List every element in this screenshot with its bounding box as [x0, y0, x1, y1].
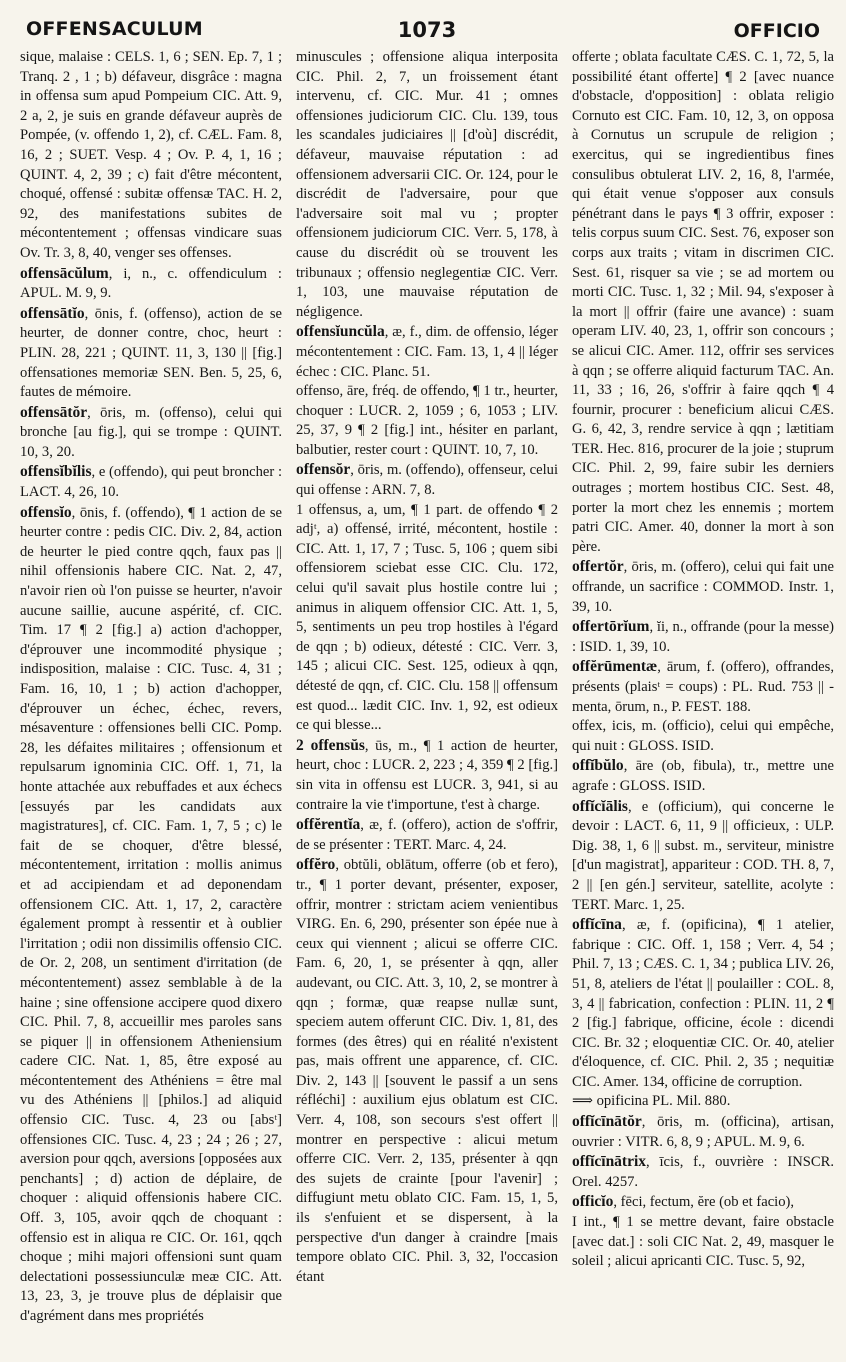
headword: offertŏr [572, 558, 624, 576]
headword: offensātĭo [20, 304, 85, 322]
dictionary-entry: offex, icis, m. (officio), celui qui empêche, qui nuit : GLOSS. ISID. [572, 718, 834, 754]
headword: offensācŭlum [20, 264, 109, 282]
dictionary-entry: offenso, āre, fréq. de offendo, ¶ 1 tr., heurter, choquer : LUCR. 2, 1059 ; 6, 1053 ; LIV. 25, 37, 9 ¶ 2 [fig.] int., hésiter en parlant, balbutier, rester court : QUINT. 10, 7, 10. [296, 383, 558, 458]
dictionary-entry: offĭcĭālis, e (officium), qui concerne le devoir : LACT. 6, 11, 9 || officieux, : ULP. Dig. 38, 1, 6 || subst. m., serviteur, ministre [d'un magistrat], appariteur : COD. TH. 8, 7, 2 || [en gén.] serviteur, satellite, acolyte : TERT. Marc. 1, 25. [572, 797, 834, 913]
dictionary-entry: sique, malaise : CELS. 1, 6 ; SEN. Ep. 7, 1 ; Tranq. 2 , 1 ; b) défaveur, disgrâce : magna in offensa sum apud Pompeium CIC. Att. 9, 2 a, 2, je suis en grande défaveur auprès de Pompée, (v. offendo 1, 2), cf. CÆL. Fam. 8, 16, 2 ; SUET. Vesp. 4 ; Ov. P. 4, 1, 16 ; QUINT. 4, 2, 39 ; c) fait d'être mécontent, choqué, offensé : subitæ offensæ TAC. H. 2, 92, des manifestations subites de mécontentement ; offensas vindicare suas Ov. Tr. 3, 8, 40, venger ses offenses. [20, 49, 282, 261]
dictionary-entry: offĕrentĭa, æ, f. (offero), action de s'offrir, de se présenter : TERT. Marc. 4, 24. [296, 816, 558, 853]
headword: offĭcĭālis [572, 797, 628, 815]
text-columns [20, 48, 834, 1358]
headword: offĭcīna [572, 916, 622, 934]
dictionary-entry: offensŏr, ōris, m. (offendo), offenseur, celui qui offense : ARN. 7, 8. [296, 461, 558, 499]
headword: offensĭbĭlis [20, 463, 92, 481]
dictionary-entry: 1 offensus, a, um, ¶ 1 part. de offendo ¶ 2 adjᵗ, a) offensé, irrité, mécontent, hostile : CIC. Att. 1, 17, 7 ; Tusc. 5, 106 ; quem sibi offensiorem sciebat esse CIC. Clu. 172, celui qu'il savait plus hostile contre lui ; animus in aliquem offensior CIC. Att. 1, 5, 5, sentiments un peu trop hostiles à l'égard de qqn ; b) odieux, détesté : CIC. Verr. 3, 145 ; alicui CIC. Sest. 125, odieux à qqn, détesté de qqn, cf. CIC. Clu. 158 || offensum est quod... lædit CIC. Inv. 1, 92, est odieux ce qui blesse... [296, 501, 558, 734]
dictionary-entry: minuscules ; offensione aliqua interposita CIC. Phil. 2, 7, un froissement étant intervenu, cf. CIC. Mur. 41 ; omnes offensiones judiciorum CIC. Clu. 139, tous les scandales judiciaires || [d'où] discrédit, défaveur, mauvaise réputation : ad offensionem adversarii CIC. Or. 124, pour le discrédit de l'adversaire, pour que l'adversaire soit mal vu ; propter offensionem judiciorum CIC. Verr. 5, 178, à cause du discrédit où se trouvent les tribunaux ; offensio neglegentiæ CIC. Verr. 1, 103, une mauvaise réputation de négligence. [296, 49, 558, 320]
dictionary-entry: offensĭo, ōnis, f. (offendo), ¶ 1 action de se heurter contre : pedis CIC. Div. 2, 84, action de heurter le pied contre qqch, faux pas || nihil offensionis habere CIC. Nat. 2, 47, n'avoir rien où l'on puisse se heurter, n'avoir aucune saillie, aucune aspérité, cf. CIC. Tim. 17 ¶ 2 [fig.] a) action d'achopper, d'éprouver une incommodité physique ; indisposition, malaise : CIC. Tusc. 4, 31 ; Fam. 16, 10, 1 ; b) action d'achopper, d'éprouver un échec, échec, revers, mésaventure : offensiones belli CIC. Pomp. 28, les défaites militaires ; offensionum et repulsarum ignominia CIC. Off. 1, 71, la honte attachée aux rebuffades et aux échecs [essuyés par les candidats aux magistratures], cf. CIC. Fam. 1, 7, 5 ; c) le fait de se choquer, d'être blessé, mécontentement, irritation : mollis animus et ad accipiendam et ad deponendam offensionem CIC. Att. 1, 17, 2, caractère également prompt à ressentir et à oublier l'irritation ; odii non dissimilis offensio CIC. de Or. 2, 208, un sentiment d'irritation (de mécontentement) assez semblable à de la haine ; sine offensione accipere quod dixero CIC. Phil. 7, 8, accueillir mes paroles sans se piquer || in offensionem Atheniensium cadere CIC. Nat. 1, 85, être exposé au mécontentement des Athéniens = être mal vu des Athéniens || [philos.] ad aliquid offensio CIC. Tusc. 4, 23 ou [absᵗ] offensiones CIC. Tusc. 4, 23 ; 24 ; 26 ; 27, aversion pour qqch, aversions [opposées aux penchants] ; d) action de déplaire, de choquer : aliquid offensionis habere CIC. Off. 3, 105, avoir qqch de choquant : offensio est in aliqua re CIC. Or. 161, qqch choque ; mihi majori offensioni sunt quam delectationi possessiunculæ meæ CIC. Att. 13, 23, 3, je trouve plus de déplaisir que d'agrément dans mes propriétés [20, 503, 282, 1324]
headword: offensātŏr [20, 403, 88, 421]
dictionary-entry: officĭo, fēci, fectum, ĕre (ob et facio), [572, 1193, 795, 1211]
dictionary-entry: offensĭbĭlis, e (offendo), qui peut broncher : LACT. 4, 26, 10. [20, 463, 282, 501]
page-header [20, 8, 834, 48]
dictionary-entry: I int., ¶ 1 se mettre devant, faire obstacle [avec dat.] : soli CIC Nat. 2, 49, masquer le soleil ; alicui apricanti CIC. Tusc. 5, 92, [572, 1214, 834, 1270]
dictionary-entry: offĭcīna, æ, f. (opificina), ¶ 1 atelier, fabrique : CIC. Off. 1, 158 ; Verr. 4, 54 ; Phil. 7, 13 ; CÆS. C. 1, 34 ; publica LIV. 26, 51, 8, ateliers de l'état || poulailler : COL. 8, 3, 4 || fabrication, confection : PLIN. 11, 2 ¶ 2 [fig.] fabrique, officine, école : dicendi CIC. Br. 32 ; eloquentiæ CIC. Or. 40, atelier d'éloquence, cf. CIC. Phil. 2, 35 ; nequitiæ CIC. Amer. 134, officine de corruption. [572, 916, 834, 1090]
dictionary-entry: offĭcīnātŏr, ōris, m. (officina), artisan, ouvrier : VITR. 6, 8, 9 ; APUL. M. 9, 6. [572, 1113, 834, 1150]
headword: offensĭo [20, 503, 72, 521]
column-middle [296, 48, 558, 1358]
headword: offertōrĭum [572, 618, 650, 636]
headword: 2 offensŭs [296, 736, 365, 754]
dictionary-entry: offertōrĭum, ĭi, n., offrande (pour la messe) : ISID. 1, 39, 10. [572, 618, 834, 655]
dictionary-entry: offensācŭlum, i, n., c. offendiculum : APUL. M. 9, 9. [20, 264, 282, 302]
headword: offĕrūmentæ [572, 658, 658, 676]
headword: offĕro [296, 856, 336, 874]
headword: offĭcīnātŏr [572, 1113, 642, 1131]
running-head-left: OFFENSACULUM [26, 18, 203, 40]
column-right [572, 48, 834, 1358]
headword: offensŏr [296, 461, 351, 479]
headword: offĕrentĭa [296, 816, 361, 834]
headword: offĭbŭlo [572, 757, 624, 775]
dictionary-entry: ⟹ opificina PL. Mil. 880. [572, 1093, 731, 1110]
dictionary-entry: offerte ; oblata facultate CÆS. C. 1, 72, 5, la possibilité étant offerte] ¶ 2 [avec nuance d'obstacle, d'opposition] : oblata religio Cornuto est CIC. Fam. 10, 12, 3, on opposa à Cornutus un scrupule de religion ; exercitus, qui se ingredientibus fines consulibus obtulerat LIV. 2, 16, 8, l'armée, qui était venue s'opposer aux consuls pénétrant dans le pays ¶ 3 offrir, exposer : telis corpus suum CIC. Sest. 76, exposer son corps aux traits ; vitam in discrimen CIC. Sest. 61, risquer sa vie ; se ad mortem ou morti CIC. Tusc. 1, 32 ; Mil. 94, s'exposer à la mort || offrir (faire une avance) : suam operam LIV. 40, 23, 1, offrir son concours ; se alicui CIC. Amer. 112, offrir ses services à qqn ; se offerre aliquid facturum TAC. An. 11, 33 ; 16, 26, s'offrir à faire qqch ¶ 4 fournir, procurer : beneficium alicui CÆS. G. 6, 42, 3, rendre service à qqn ; lætitiam TER. Hec. 816, procurer de la joie ; stuprum CIC. Phil. 2, 99, faire subir les derniers outrages ; mortem hostibus CIC. Sest. 48, porter la mort chez les ennemis ; mortem patri CIC. Amer. 40, donner la mort à son père. [572, 49, 834, 555]
dictionary-entry: offĕro, obtŭli, oblātum, offerre (ob et fero), tr., ¶ 1 porter devant, présenter, exposer, offrir, montrer : strictam aciem venientibus VIRG. En. 6, 290, présenter son épée nue à ceux qui viennent ; alicui se offerre CIC. Fam. 6, 20, 1, se présenter à qqn, aller audevant, ou CIC. Att. 3, 10, 2, se montrer à qqn ; formæ, quæ reapse nullæ sunt, speciem autem offerunt CIC. Div. 1, 81, des formes (des êtres) qui en réalité n'existent pas, mais offrent une apparence, cf. CIC. Div. 2, 143 || [souvent le passif a un sens réfléchi] : auxilium ejus oblatum est CIC. Verr. 4, 108, son secours s'est offert || montrer en perspective : alicui metum offerre CIC. Verr. 2, 135, présenter à qqn des sujets de crainte [pour l'avenir] ; diffugiunt metu oblato CIC. Fam. 15, 1, 5, ils s'enfuient et se dispersent, à la perspective d'un danger à craindre [mais tempore oblato CIC. Phil. 3, 32, l'occasion étant [296, 856, 558, 1285]
headword: offĭcīnātrix [572, 1153, 647, 1171]
dictionary-entry: offensātĭo, ōnis, f. (offenso), action de se heurter, de donner contre, choc, heurt : PLIN. 28, 221 ; QUINT. 11, 3, 130 || [fig.] offensationes memoriæ SEN. Ben. 5, 25, 6, fautes de mémoire. [20, 304, 282, 401]
page-number: 1073 [397, 18, 457, 42]
headword: officĭo [572, 1193, 614, 1211]
dictionary-entry: 2 offensŭs, ūs, m., ¶ 1 action de heurter, heurt, choc : LUCR. 2, 223 ; 4, 359 ¶ 2 [fig.] sin vita in offensu est LUCR. 3, 941, si au contraire la vie t'importune, t'est à charge. [296, 736, 558, 813]
column-left [20, 48, 282, 1358]
dictionary-entry: offensĭuncŭla, æ, f., dim. de offensio, léger mécontentement : CIC. Fam. 13, 1, 4 || léger échec : CIC. Planc. 51. [296, 323, 558, 380]
dictionary-entry: offĭbŭlo, āre (ob, fibula), tr., mettre une agrafe : GLOSS. ISID. [572, 757, 834, 794]
dictionary-entry: offĕrūmentæ, ārum, f. (offero), offrandes, présents (plaisᵗ = coups) : PL. Rud. 753 || -menta, ōrum, n., P. FEST. 188. [572, 658, 834, 715]
dictionary-entry: offensātŏr, ōris, m. (offenso), celui qui bronche [au fig.], qui se trompe : QUINT. 10, 3, 20. [20, 403, 282, 460]
running-head-right: OFFICIO [733, 20, 820, 42]
headword: offensĭuncŭla [296, 323, 385, 341]
dictionary-entry: offĭcīnātrix, īcis, f., ouvrière : INSCR. Orel. 4257. [572, 1153, 834, 1190]
dictionary-entry: offertŏr, ōris, m. (offero), celui qui fait une offrande, un sacrifice : COMMOD. Instr. 1, 39, 10. [572, 558, 834, 615]
